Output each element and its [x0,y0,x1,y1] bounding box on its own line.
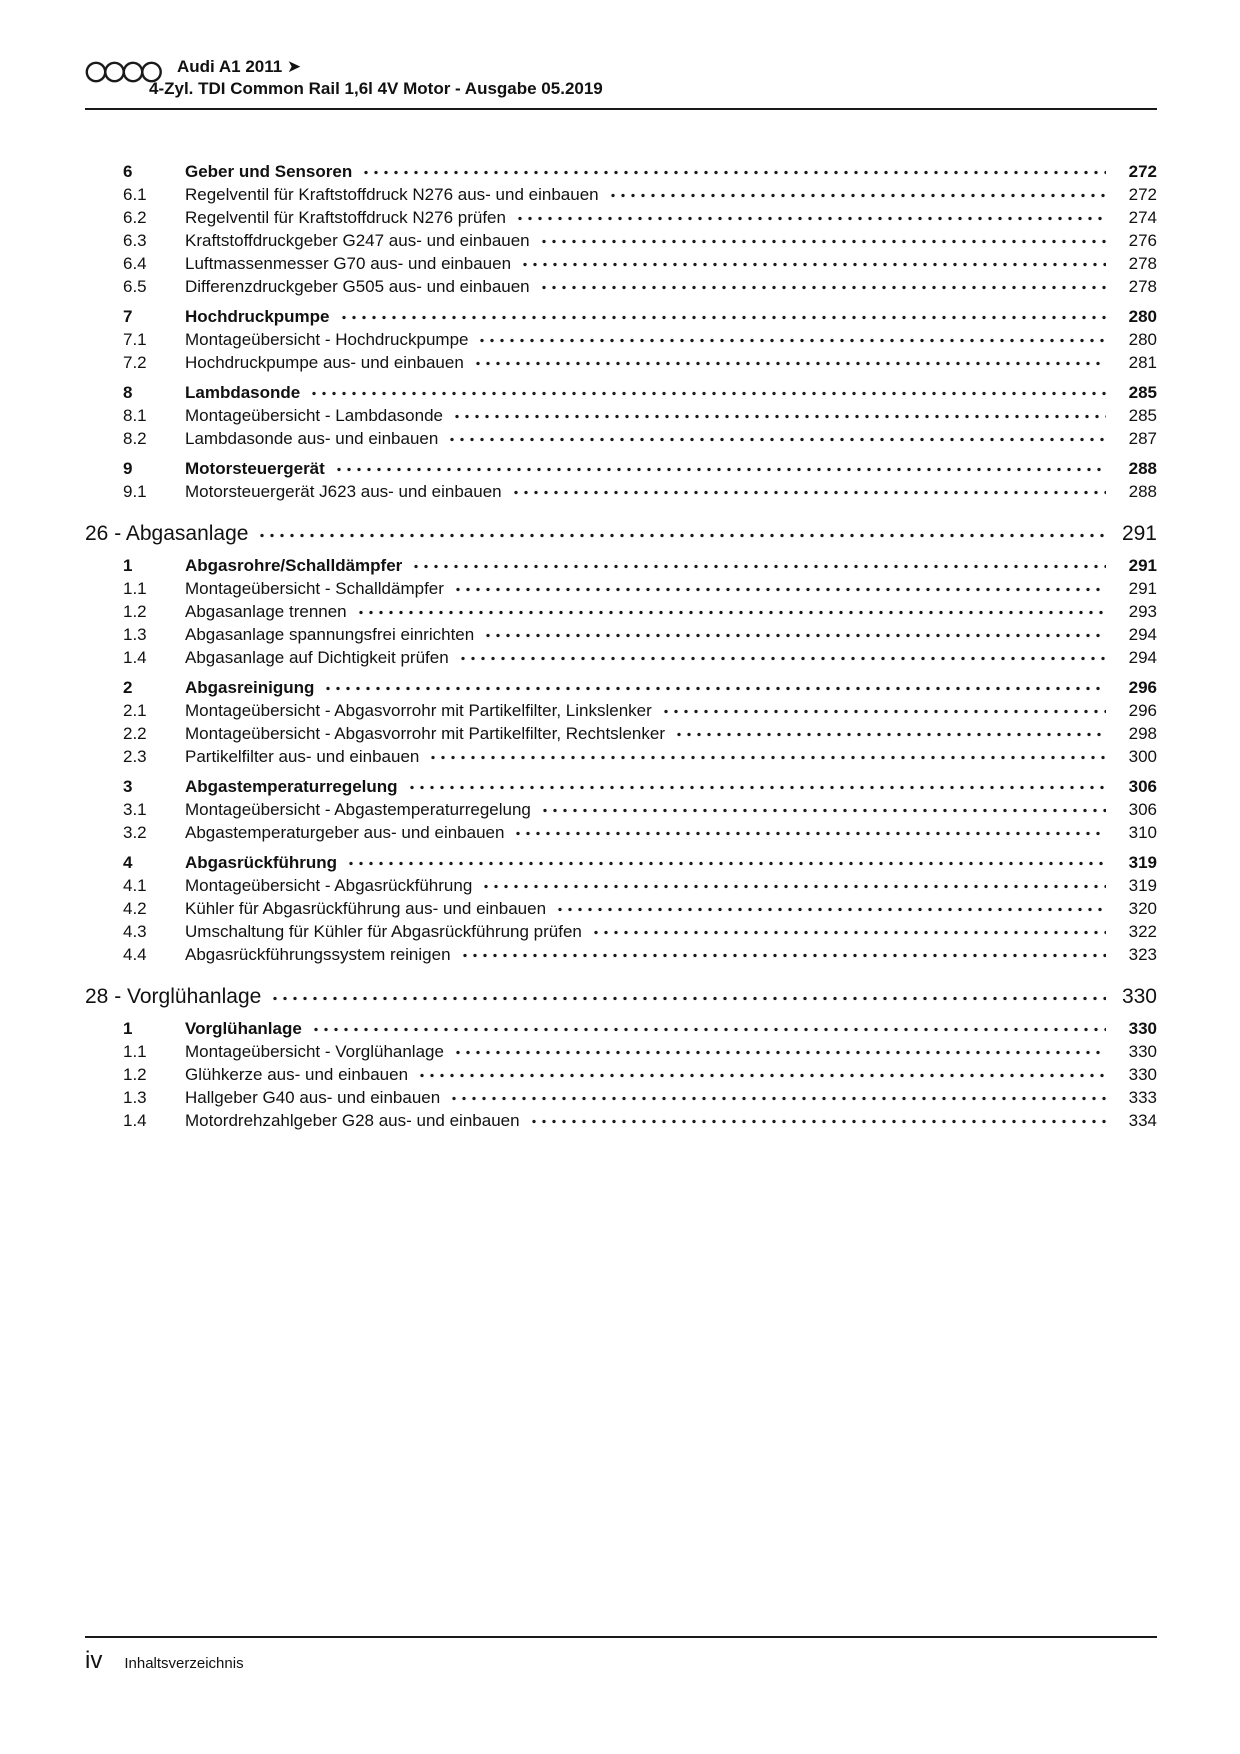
toc-entry-title: Regelventil für Kraftstoffdruck N276 aus- und einbauen [185,185,599,204]
header-model-line: Audi A1 2011 ➤ [177,57,302,76]
toc-entry-number: 3.2 [123,823,147,842]
dot-leader [361,162,1106,177]
toc-entry-number: 6.4 [123,254,147,273]
toc-entry-page: 330 [1121,985,1157,1008]
toc-entry-page: 280 [1128,330,1157,349]
toc-entry-title: Partikelfilter aus- und einbauen [185,747,420,766]
toc-entry-section [85,874,1157,897]
toc-entry-page: 291 [1128,579,1157,598]
toc-entry-title: Kühler für Abgasrückführung aus- und einbauen [185,899,547,918]
toc-entry-number: 1.2 [123,602,147,621]
toc-entry-page: 322 [1128,922,1157,941]
toc-entry-page: 323 [1128,945,1157,964]
toc-entry-page: 333 [1128,1088,1157,1107]
document-header [85,0,1157,110]
toc-entry-number: 7.1 [123,330,147,349]
toc-part-label: 26 - Abgasanlage [85,522,249,545]
toc-entry-section [85,745,1157,768]
document-footer [85,1636,1157,1674]
toc-entry-number: 3 [123,777,133,796]
toc-entry-title: Kraftstoffdruckgeber G247 aus- und einbauen [185,231,530,250]
dot-leader [356,602,1106,617]
toc-entry-chapter [85,1017,1157,1040]
toc-entry-title: Lambdasonde aus- und einbauen [185,429,439,448]
toc-entry-page: 288 [1128,482,1157,501]
toc-entry-title: Motorsteuergerät [185,459,325,478]
dot-leader [458,648,1106,663]
toc-entry-page: 294 [1128,625,1157,644]
dot-leader [674,724,1106,739]
toc-entry-number: 2.3 [123,747,147,766]
toc-entry-number: 6.2 [123,208,147,227]
toc-entry-page: 320 [1128,899,1157,918]
toc-entry-title: Luftmassenmesser G70 aus- und einbauen [185,254,512,273]
toc-entry-number: 1.2 [123,1065,147,1084]
toc-entry-page: 298 [1128,724,1157,743]
toc-entry-title: Montageübersicht - Schalldämpfer [185,579,444,598]
toc-entry-section [85,252,1157,275]
toc-entry-page: 294 [1128,648,1157,667]
toc-entry-page: 291 [1121,522,1157,545]
toc-entry-title: Montageübersicht - Abgasvorrohr mit Partikelfilter, Rechtslenker [185,724,665,743]
toc-entry-number: 9.1 [123,482,147,501]
toc-entry-page: 291 [1128,556,1157,575]
toc-entry-section [85,229,1157,252]
toc-entry-title: Motordrehzahlgeber G28 aus- und einbauen [185,1111,520,1130]
dot-leader [483,625,1106,640]
toc-entry-number: 4 [123,853,133,872]
toc-entry-title: Hochdruckpumpe aus- und einbauen [185,353,464,372]
toc-entry-page: 288 [1128,459,1157,478]
toc-entry-number: 6.1 [123,185,147,204]
toc-entry-page: 280 [1128,307,1157,326]
toc-entry-section [85,275,1157,298]
dot-leader [513,823,1106,838]
dot-leader [428,747,1106,762]
toc-entry-number: 4.3 [123,922,147,941]
toc-entry-number: 4.4 [123,945,147,964]
toc-entry-section [85,897,1157,920]
toc-entry-part [85,520,1157,547]
toc-entry-section [85,600,1157,623]
dot-leader [473,353,1106,368]
toc-entry-number: 1.1 [123,1042,147,1061]
toc-entry-number: 7.2 [123,353,147,372]
toc-entry-chapter [85,381,1157,404]
dot-leader [529,1111,1106,1126]
toc-entry-section [85,427,1157,450]
toc-entry-number: 6.3 [123,231,147,250]
dot-leader [661,701,1106,716]
toc-entry-section [85,351,1157,374]
toc-entry-chapter [85,676,1157,699]
toc-entry-page: 330 [1128,1019,1157,1038]
dot-leader [346,853,1106,868]
toc-entry-number: 6 [123,162,133,181]
toc-entry-section [85,480,1157,503]
toc-entry-title: Motorsteuergerät J623 aus- und einbauen [185,482,502,501]
dot-leader [417,1065,1106,1080]
toc-entry-title: Geber und Sensoren [185,162,353,181]
dot-leader [591,922,1106,937]
dot-leader [453,1042,1106,1057]
toc-entry-title: Abgastemperaturgeber aus- und einbauen [185,823,505,842]
toc-entry-title: Differenzdruckgeber G505 aus- und einbauen [185,277,530,296]
toc-entry-number: 1 [123,556,133,575]
toc-entry-section [85,821,1157,844]
dot-leader [515,208,1106,223]
toc-entry-number: 3.1 [123,800,147,819]
toc-entry-chapter [85,775,1157,798]
toc-entry-chapter [85,160,1157,183]
dot-leader [257,525,1106,540]
toc-entry-section [85,1086,1157,1109]
footer-label: Inhaltsverzeichnis [124,1655,244,1672]
toc-entry-title: Hochdruckpumpe [185,307,330,326]
toc-entry-title: Regelventil für Kraftstoffdruck N276 prüfen [185,208,506,227]
dot-leader [460,945,1106,960]
toc-entry-number: 2 [123,678,133,697]
toc-entry-section [85,1109,1157,1132]
toc-entry-number: 1.3 [123,1088,147,1107]
toc-entry-page: 319 [1128,876,1157,895]
toc-entry-chapter [85,305,1157,328]
toc-entry-section [85,623,1157,646]
toc-entry-title: Abgasanlage auf Dichtigkeit prüfen [185,648,449,667]
toc-entry-page: 285 [1128,406,1157,425]
dot-leader [539,277,1106,292]
toc-entry-title: Abgasanlage trennen [185,602,347,621]
dot-leader [481,876,1106,891]
toc-entry-title: Vorglühanlage [185,1019,302,1038]
toc-entry-page: 285 [1128,383,1157,402]
toc-entry-page: 296 [1128,701,1157,720]
dot-leader [555,899,1106,914]
toc-entry-section [85,798,1157,821]
dot-leader [339,307,1106,322]
toc-entry-page: 334 [1128,1111,1157,1130]
dot-leader [477,330,1106,345]
toc-entry-title: Umschaltung für Kühler für Abgasrückführung prüfen [185,922,582,941]
toc-entry-number: 1.1 [123,579,147,598]
toc-entry-page: 330 [1128,1065,1157,1084]
footer-page-number: iv [85,1647,103,1674]
toc-entry-title: Montageübersicht - Abgasvorrohr mit Partikelfilter, Linkslenker [185,701,652,720]
dot-leader [453,579,1106,594]
toc-entry-title: Montageübersicht - Abgasrückführung [185,876,473,895]
toc-entry-number: 8.1 [123,406,147,425]
toc-entry-number: 9 [123,459,133,478]
toc-entry-page: 274 [1128,208,1157,227]
toc-entry-section [85,722,1157,745]
toc-entry-page: 272 [1128,185,1157,204]
dot-leader [407,777,1106,792]
toc-entry-title: Montageübersicht - Lambdasonde [185,406,443,425]
toc-entry-section [85,943,1157,966]
toc-entry-page: 310 [1128,823,1157,842]
header-rule [85,108,1157,110]
toc-entry-title: Lambdasonde [185,383,301,402]
toc-entry-title: Glühkerze aus- und einbauen [185,1065,409,1084]
header-subtitle-line: 4-Zyl. TDI Common Rail 1,6l 4V Motor - Ausgabe 05.2019 [149,79,603,98]
toc-entry-page: 276 [1128,231,1157,250]
toc-entry-number: 8 [123,383,133,402]
dot-leader [511,482,1106,497]
dot-leader [452,406,1106,421]
toc-entry-number: 6.5 [123,277,147,296]
toc-entry-number: 2.2 [123,724,147,743]
dot-leader [323,678,1106,693]
toc-entry-section [85,1063,1157,1086]
toc-entry-page: 281 [1128,353,1157,372]
toc-entry-title: Abgasrohre/Schalldämpfer [185,556,403,575]
dot-leader [309,383,1106,398]
toc-entry-number: 8.2 [123,429,147,448]
toc-entry-page: 330 [1128,1042,1157,1061]
dot-leader [270,988,1106,1003]
toc-entry-number: 4.1 [123,876,147,895]
toc-entry-title: Montageübersicht - Hochdruckpumpe [185,330,469,349]
dot-leader [411,556,1106,571]
toc-entry-title: Abgasanlage spannungsfrei einrichten [185,625,475,644]
toc-entry-title: Abgasreinigung [185,678,315,697]
toc-entry-page: 293 [1128,602,1157,621]
toc-entry-section [85,206,1157,229]
toc-entry-number: 1.4 [123,1111,147,1130]
toc-entry-number: 4.2 [123,899,147,918]
dot-leader [311,1019,1106,1034]
toc-entry-chapter [85,457,1157,480]
toc-entry-section [85,699,1157,722]
toc-entry-page: 272 [1128,162,1157,181]
toc-entry-section [85,404,1157,427]
dot-leader [334,459,1106,474]
toc-entry-title: Abgasrückführungssystem reinigen [185,945,451,964]
toc-entry-section [85,577,1157,600]
toc-entry-title: Montageübersicht - Vorglühanlage [185,1042,444,1061]
toc-entry-number: 1.4 [123,648,147,667]
toc-entry-number: 1.3 [123,625,147,644]
dot-leader [520,254,1106,269]
dot-leader [540,800,1106,815]
toc-entry-section [85,1040,1157,1063]
toc-entry-page: 319 [1128,853,1157,872]
toc-entry-page: 287 [1128,429,1157,448]
toc-entry-number: 7 [123,307,133,326]
toc-part-label: 28 - Vorglühanlage [85,985,262,1008]
toc-entry-title: Montageübersicht - Abgastemperaturregelung [185,800,531,819]
toc-entry-part [85,983,1157,1010]
dot-leader [447,429,1106,444]
toc-entry-page: 278 [1128,254,1157,273]
toc-entry-chapter [85,554,1157,577]
dot-leader [449,1088,1106,1103]
toc-entry-number: 2.1 [123,701,147,720]
toc-entry-section [85,920,1157,943]
toc-entry-title: Hallgeber G40 aus- und einbauen [185,1088,441,1107]
toc-entry-page: 278 [1128,277,1157,296]
toc-entry-section [85,183,1157,206]
toc-entry-number: 1 [123,1019,133,1038]
footer-rule [85,1636,1157,1638]
toc-entry-page: 306 [1128,777,1157,796]
dot-leader [539,231,1106,246]
toc-entry-section [85,328,1157,351]
dot-leader [608,185,1106,200]
toc-entry-title: Abgastemperaturregelung [185,777,398,796]
toc [85,160,1157,1132]
toc-entry-page: 306 [1128,800,1157,819]
toc-entry-title: Abgasrückführung [185,853,338,872]
toc-entry-section [85,646,1157,669]
toc-entry-chapter [85,851,1157,874]
toc-entry-page: 300 [1128,747,1157,766]
toc-entry-page: 296 [1128,678,1157,697]
